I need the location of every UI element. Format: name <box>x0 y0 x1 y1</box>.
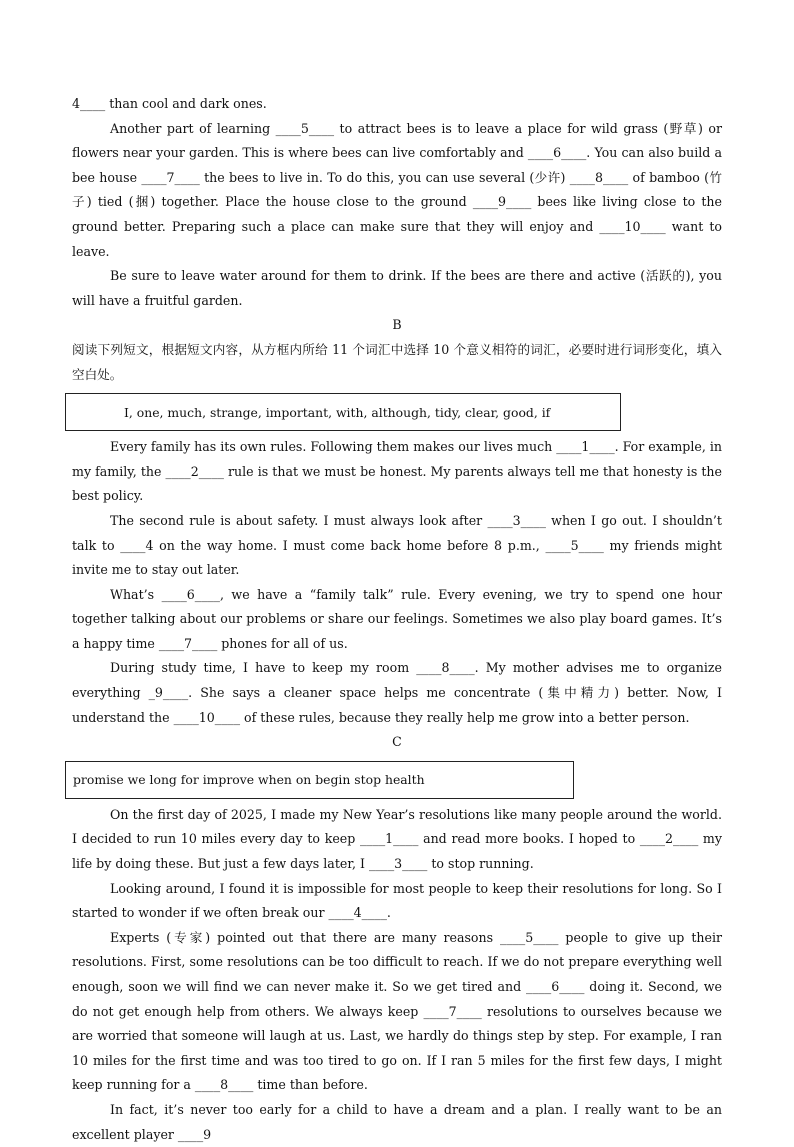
section-b-instruction: 阅读下列短文，根据短文内容，从方框内所给 11 个词汇中选择 10 个意义相符的词汇，必要时进行词形变化，填入空白处。 <box>72 341 722 382</box>
section-b-word-box <box>65 393 621 431</box>
passage-c-paragraph-2: Looking around, I found it is impossible for most people to keep their resolutions for long. So I started to wonder if we often break our ____4____. <box>72 880 722 921</box>
passage-c-paragraph-3: Experts (专家) pointed out that there are many reasons ____5____ people to give up their resolutions. First, some resolutions can be too difficult to reach. If we do not prepare everything well enough, soon we will find we can never make it. So we get tired and ____6____ doing it. Second, we do not get enough help from others. We always keep ____7____ resolutions to ourselves because we are worried that someone will laugh at us. Last, we hardly do things step by step. For example, I ran 10 miles for the first time and was too tired to go on. If I ran 5 miles for the first few days, I might keep running for a ____8____ time than before. <box>72 929 722 1093</box>
passage-b-paragraph-2: The second rule is about safety. I must always look after ____3____ when I go out. I shouldn’t talk to ____4 on the way home. I must come back home before 8 p.m., ____5____ my friends might invite me to stay out later. <box>72 512 722 578</box>
section-c-heading: C <box>392 734 402 750</box>
document-page <box>72 92 722 1147</box>
passage-a-paragraph-1: 4____ than cool and dark ones. <box>72 96 267 111</box>
section-b-heading: B <box>392 317 402 333</box>
section-c-word-box <box>65 761 574 799</box>
passage-a-paragraph-2: Another part of learning ____5____ to attract bees is to leave a place for wild grass (野草) or flowers near your garden. This is where bees can live comfortably and ____6____. You can also build a bee house ____7____ the bees to live in. To do this, you can use several (少许) ____8____ of bamboo (竹子) tied (捆) together. Place the house close to the ground ____9____ bees like living close to the ground better. Preparing such a place can make sure that they will enjoy and ____10____ want to leave. <box>72 120 722 259</box>
passage-c-paragraph-1: On the first day of 2025, I made my New Year’s resolutions like many people around the world. I decided to run 10 miles every day to keep ____1____ and read more books. I hoped to ____2____ my life by doing these. But just a few days later, I ____3____ to stop running. <box>72 806 722 872</box>
section-b-word-list: I, one, much, strange, important, with, although, tidy, clear, good, if <box>124 404 551 420</box>
passage-b-paragraph-4: During study time, I have to keep my room ____8____. My mother advises me to organize everything _9____. She says a cleaner space helps me concentrate (集中精力) better. Now, I understand the ____10____ of these rules, because they really help me grow into a better person. <box>72 660 722 725</box>
passage-b-paragraph-1: Every family has its own rules. Following them makes our lives much ____1____. For example, in my family, the ____2____ rule is that we must be honest. My parents always tell me that honesty is the best policy. <box>72 439 722 504</box>
passage-b-paragraph-3: What’s ____6____, we have a “family talk” rule. Every evening, we try to spend one hour together talking about our problems or share our feelings. Sometimes we also play board games. It’s a happy time ____7____ phones for all of us. <box>72 586 722 651</box>
section-c-word-list: promise we long for improve when on begin stop health <box>73 772 425 788</box>
passage-c-paragraph-4: In fact, it’s never too early for a child to have a dream and a plan. I really want to be an excellent player ____9 <box>72 1101 722 1142</box>
passage-a-paragraph-3: Be sure to leave water around for them to drink. If the bees are there and active (活跃的), you will have a fruitful garden. <box>72 268 722 308</box>
